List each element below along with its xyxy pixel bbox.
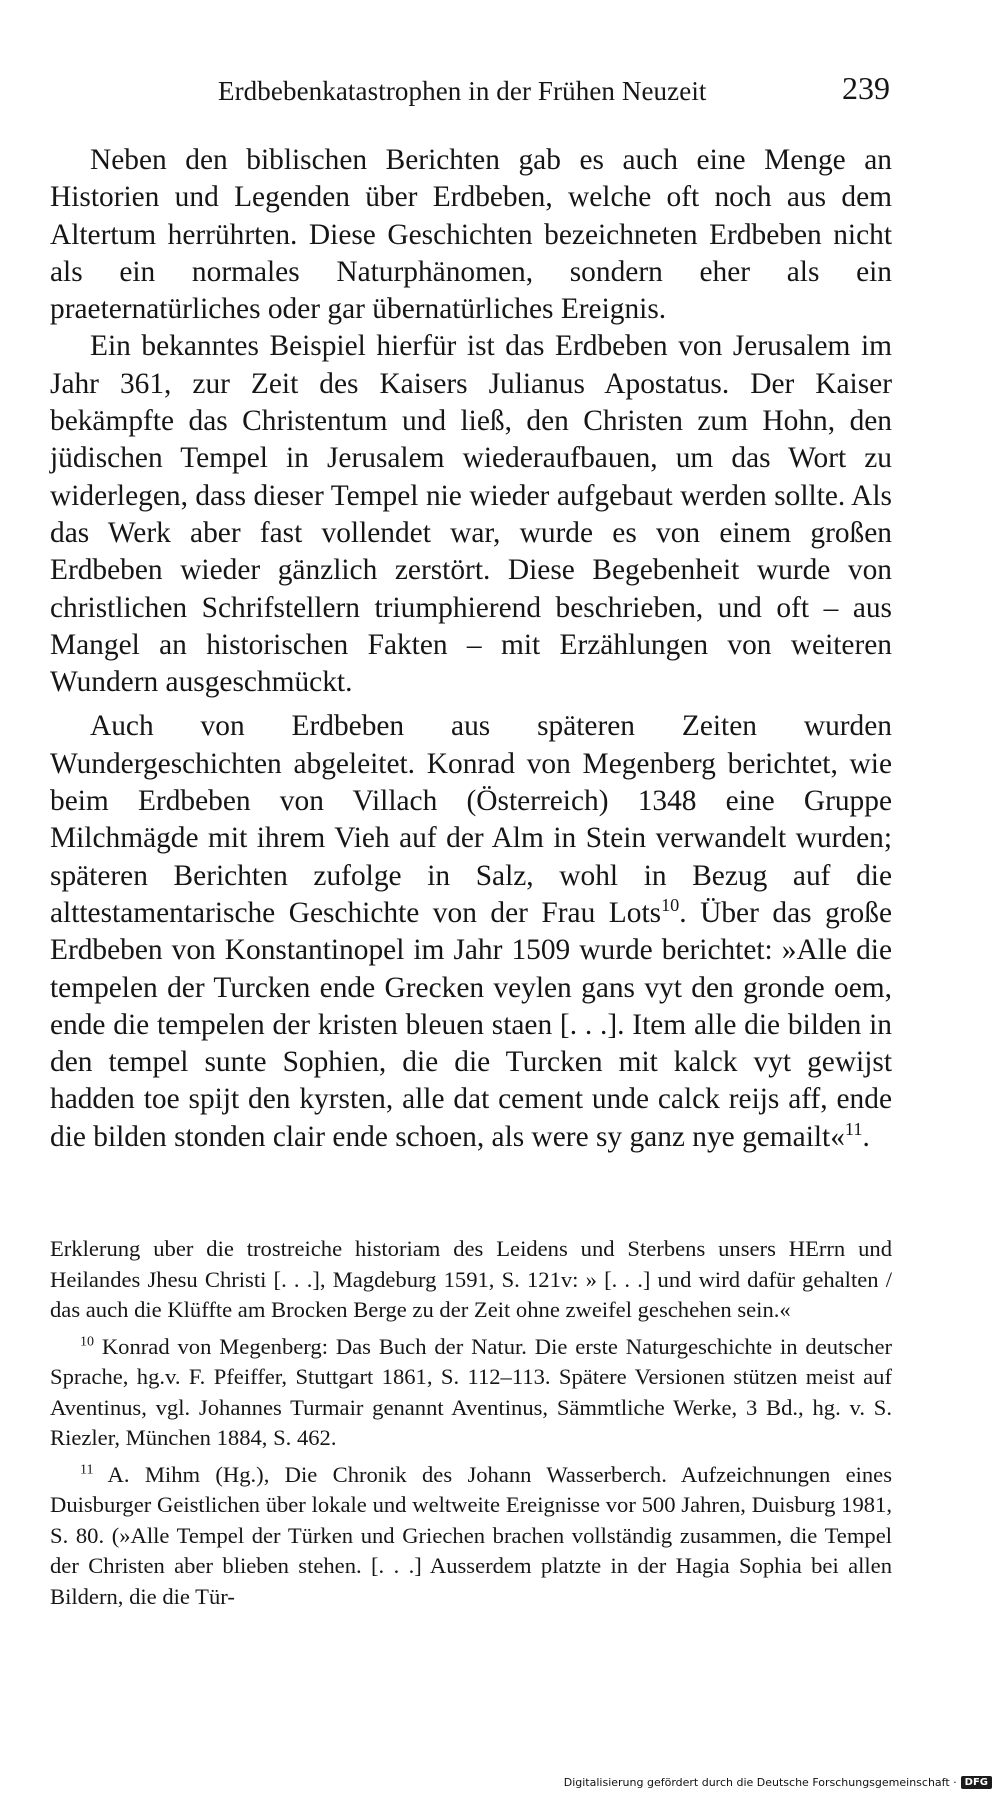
paragraph-3-end: .: [862, 1120, 870, 1153]
paragraph-3-part-b: . Über das große Erdbeben von Konstantinopel im Jahr 1509 wurde berichtet: »Alle die tempelen der Turcken ende Grecken veylen gans vyt den gronde oem, ende die tempelen der kristen bleuen staen [. . .]. Item alle die bilden in den tempel sunte Sophien, die die Turcken mit kalck vyt gewijst hadden toe spijt den kyrsten, alle dat cement unde calck reijs aff, ende die bilden stonden clair ende schoen, als were sy ganz nye gemailt«: [50, 896, 892, 1153]
footnote-10: [50, 1332, 892, 1454]
page-number: 239: [842, 70, 890, 106]
main-text: [50, 142, 892, 1156]
footnote-10-number: 10: [80, 1333, 94, 1349]
footnote-continuation: Erklerung uber die trostreiche historiam des Leidens und Sterbens unsers HErrn und Heilandes Jhesu Christi [. . .], Magdeburg 1591, S. 121v: » [. . .] und wird dafür gehalten / das auch die Klüffte am Brocken Berge zu der Zeit ohne zweifel geschehen sein.«: [50, 1236, 892, 1322]
digitization-credit: [564, 1776, 992, 1789]
page-header: [50, 68, 890, 118]
footnote-11-text: A. Mihm (Hg.), Die Chronik des Johann Wasserberch. Aufzeichnungen eines Duisburger Geistlichen über lokale und weltweite Ereignisse vor 500 Jahren, Duisburg 1981, S. 80. (»Alle Tempel der Türken und Griechen brachen vollständig zusammen, die Tempel der Christen aber blieben stehen. [. . .] Ausserdem platzte in der Hagia Sophia bei allen Bildern, die die Tür-: [50, 1461, 892, 1609]
running-title: Erdbebenkatastrophen in der Frühen Neuzeit: [218, 76, 707, 106]
footnote-ref-11: 11: [844, 1118, 863, 1139]
dfg-logo: DFG: [961, 1776, 992, 1789]
footnote-11-number: 11: [80, 1461, 94, 1477]
paragraph-1: Neben den biblischen Berichten gab es auch eine Menge an Historien und Legenden über Erdbeben, welche oft noch aus dem Altertum herrührten. Diese Geschichten bezeichneten Erdbeben nicht als ein normales Naturphänomen, sondern eher als ein praeternatürliches oder gar übernatürliches Ereignis.: [50, 144, 892, 326]
footnotes: [50, 1234, 892, 1612]
footnote-ref-10: 10: [661, 895, 680, 916]
paragraph-3: [50, 708, 892, 1156]
footnote-10-text: Konrad von Megenberg: Das Buch der Natur. Die erste Naturgeschichte in deutscher Sprache, hg.v. F. Pfeiffer, Stuttgart 1861, S. 112–113. Spätere Versionen stützen meist auf Aventinus, vgl. Johannes Turmair genannt Aventinus, Sämmtliche Werke, 3 Bd., hg. v. S. Riezler, München 1884, S. 462.: [50, 1333, 892, 1450]
credit-text: Digitalisierung gefördert durch die Deutsche Forschungsgemeinschaft ·: [563, 1776, 957, 1789]
paragraph-3-part-a: Auch von Erdbeben aus späteren Zeiten wurden Wundergeschichten abgeleitet. Konrad von Megenberg berichtet, wie beim Erdbeben von Villach (Österreich) 1348 eine Gruppe Milchmägde mit ihrem Vieh auf der Alm in Stein verwandelt wurden; späteren Berichten zufolge in Salz, wohl in Bezug auf die alttestamentarische Geschichte von der Frau Lots: [50, 710, 892, 929]
footnote-11: [50, 1460, 892, 1613]
paragraph-2: Ein bekanntes Beispiel hierfür ist das Erdbeben von Jerusalem im Jahr 361, zur Zeit des Kaisers Julianus Apostatus. Der Kaiser bekämpfte das Christentum und ließ, den Christen zum Hohn, den jüdischen Tempel in Jerusalem wiederaufbauen, um das Wort zu widerlegen, dass dieser Tempel nie wieder aufgebaut werden sollte. Als das Werk aber fast vollendet war, wurde es von einem großen Erdbeben wieder gänzlich zerstört. Diese Begebenheit wurde von christlichen Schrifstellern triumphierend beschrieben, und oft – aus Mangel an historischen Fakten – mit Erzählungen von weiteren Wundern ausgeschmückt.: [50, 330, 892, 699]
